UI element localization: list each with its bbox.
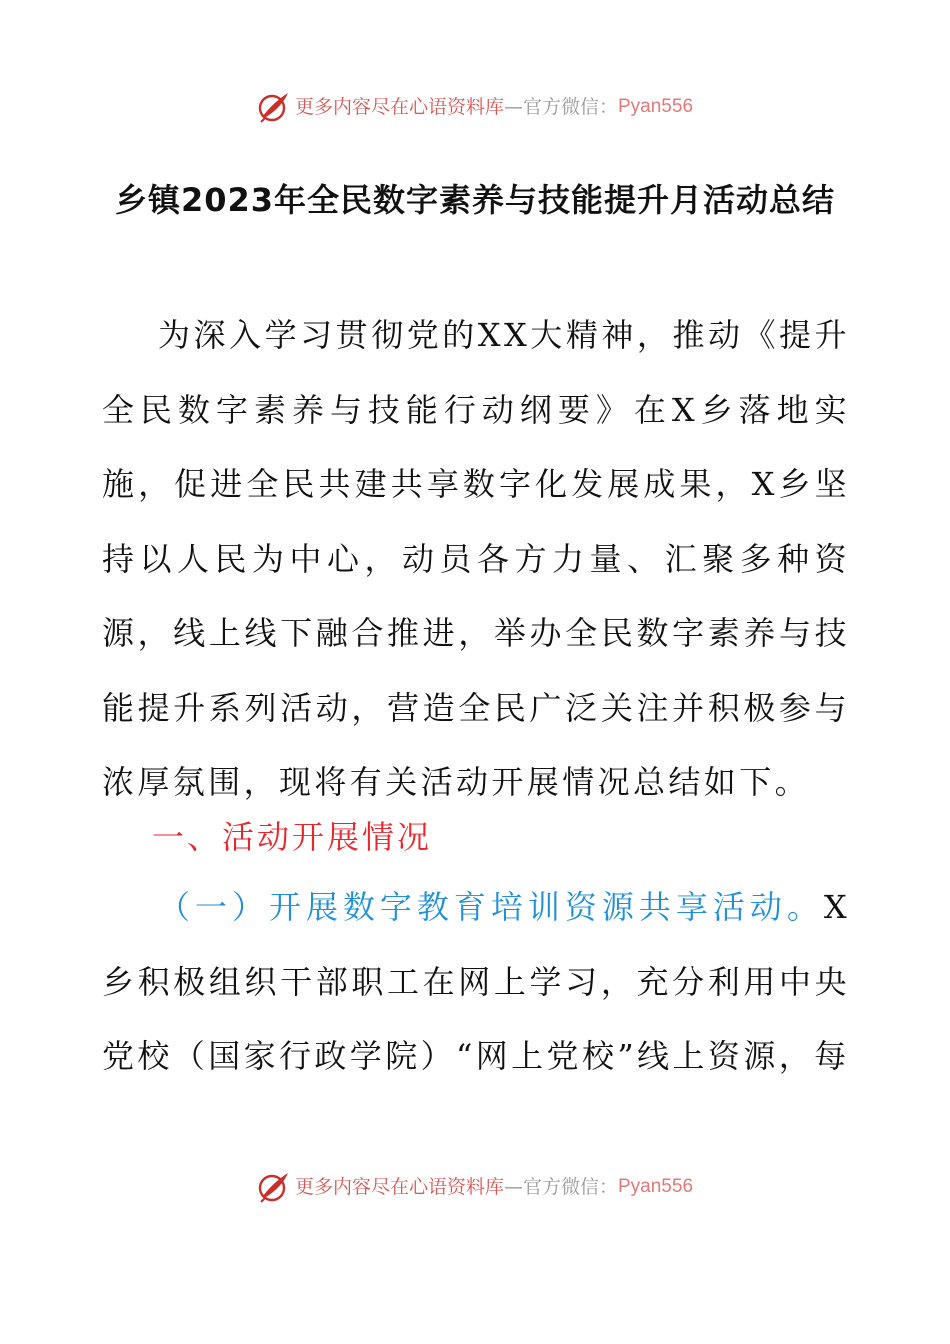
watermark-wechat-id: Pyan556 bbox=[618, 1176, 694, 1197]
section-heading-activities: 一、活动开展情况 bbox=[152, 818, 433, 856]
subsection-heading: （一）开展数字教育培训资源共享活动。 bbox=[158, 888, 824, 926]
watermark-wechat-id: Pyan556 bbox=[618, 96, 694, 117]
watermark-brand-text: 更多内容尽在心语资料库 bbox=[294, 1176, 504, 1198]
subsection-body-text: X乡积极组织干部职工在网上学习，充分利用中央党校（国家行政学院）“网上党校”线上资源，每 bbox=[102, 888, 850, 1075]
quill-pen-icon bbox=[257, 1170, 291, 1204]
watermark-official-label: 官方微信： bbox=[522, 1176, 618, 1198]
document-title: 乡镇2023年全民数字素养与技能提升月活动总结 bbox=[114, 181, 836, 219]
watermark-dash: — bbox=[503, 96, 523, 118]
watermark-brand-text: 更多内容尽在心语资料库 bbox=[294, 96, 504, 118]
footer-watermark bbox=[0, 1170, 950, 1204]
watermark-official-label: 官方微信： bbox=[522, 96, 618, 118]
header-watermark bbox=[0, 90, 950, 124]
intro-paragraph: 为深入学习贯彻党的XX大精神，推动《提升全民数字素养与技能行动纲要》在X乡落地实施，促进全民共建共享数字化发展成果，X乡坚持以人民为中心，动员各方力量、汇聚多种资源，线上线下融合推进，举办全民数字素养与技能提升系列活动，营造全民广泛关注并积极参与浓厚氛围，现将有关活动开展情况总结如下。 bbox=[102, 316, 850, 801]
subsection-paragraph bbox=[102, 870, 850, 1094]
watermark-dash: — bbox=[503, 1176, 523, 1198]
quill-pen-icon bbox=[257, 90, 291, 124]
